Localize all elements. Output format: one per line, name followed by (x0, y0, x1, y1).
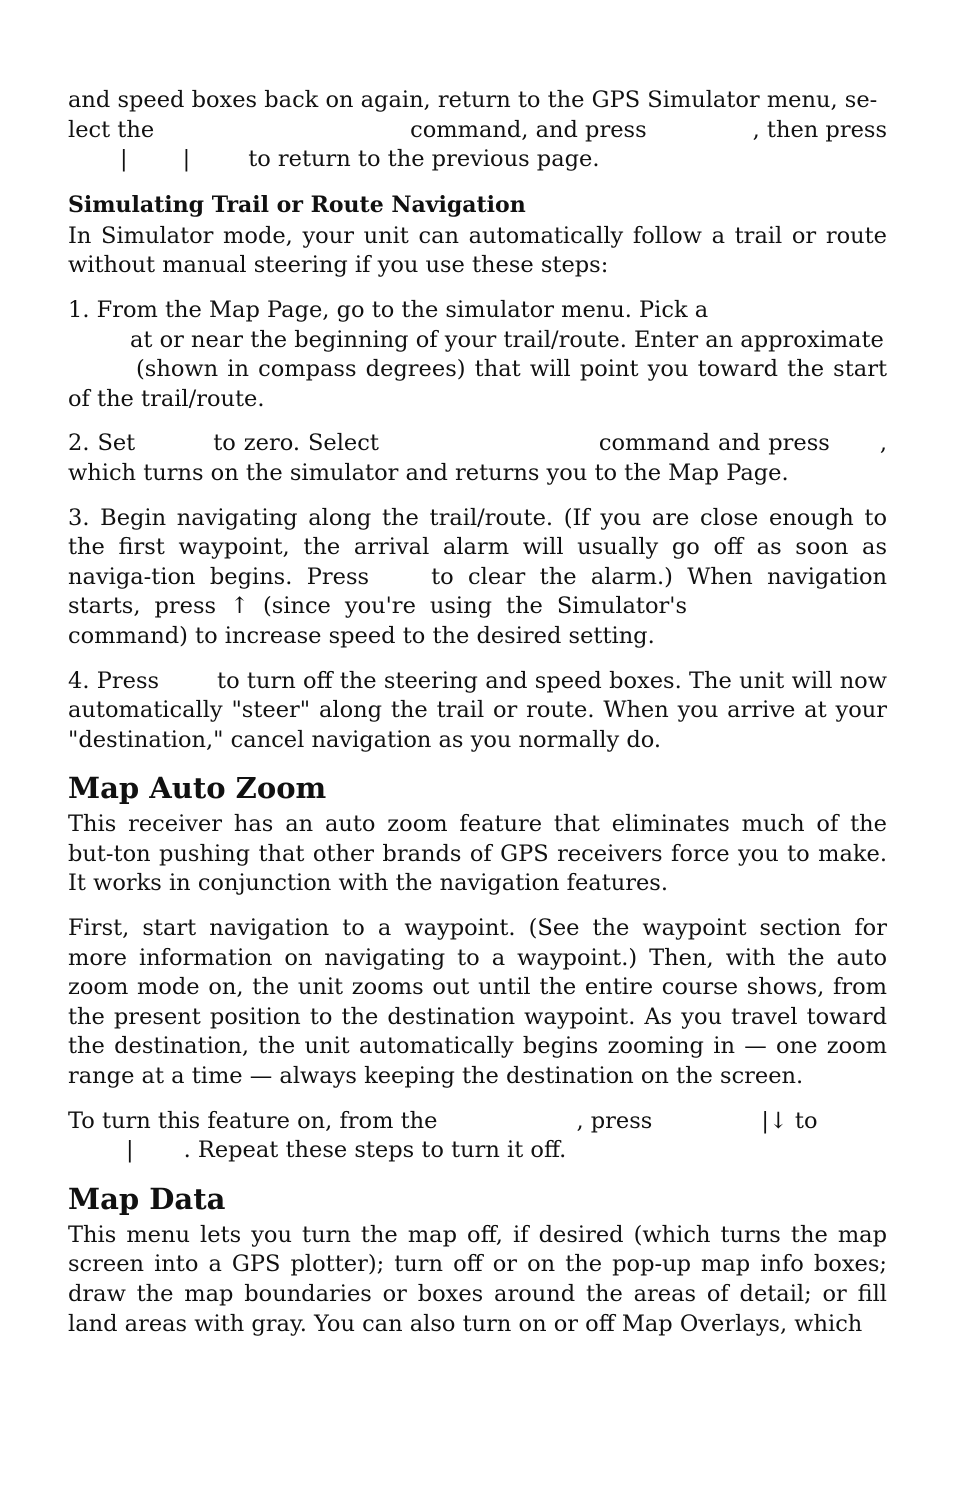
blank-key (680, 116, 720, 146)
auto-zoom-paragraph-3 (68, 1107, 887, 1166)
auto-zoom-line-2 (68, 1137, 566, 1163)
step-3-text: command) to increase speed to the desired setting. (68, 622, 655, 649)
intro-line-1: and speed boxes back on again, return to the GPS Simulator menu, se- (68, 87, 878, 113)
step-2 (68, 429, 887, 488)
map-data-paragraph: This menu lets you turn the map off, if desired (which turns the map screen into a GPS plotter); turn off or on the pop-up map info boxes; draw the map boundaries or boxes around the areas of detail; or fill land areas with gray. You can also turn on or off Map Overlays, which (68, 1221, 887, 1337)
intro-paragraph (68, 86, 887, 175)
step-1-text: (shown in compass degrees) that will point you toward the start of the trail/route. (68, 356, 887, 412)
auto-zoom-text: , press (576, 1107, 653, 1134)
key-separator: | (126, 1137, 134, 1164)
auto-zoom-text: |↓ to (761, 1107, 818, 1134)
trail-nav-intro: In Simulator mode, your unit can automatically follow a trail or route without manual steering if you use these steps: (68, 222, 887, 279)
step-3-text: to clear the alarm.) When navigation starts, press ↑ (since you're using the Simulator's (68, 563, 887, 620)
manual-page (68, 86, 887, 1354)
step-2-text: , which turns on the simulator and returns you to the Map Page. (68, 430, 887, 486)
auto-zoom-line-1 (68, 1107, 887, 1137)
auto-zoom-heading: Map Auto Zoom (68, 771, 327, 806)
intro-text-return: to return to the previous page. (248, 146, 600, 173)
auto-zoom-paragraph-1: This receiver has an auto zoom feature that eliminates much of the but-ton pushing that other brands of GPS receivers force you to make. It works in conjunction with the navigation features. (68, 811, 887, 897)
blank-command-name (187, 116, 377, 146)
step-2-text: command and press (598, 430, 830, 457)
auto-zoom-text: To turn this feature on, from the (68, 1107, 438, 1134)
step-2-text: 2. Set (68, 430, 136, 457)
intro-line-3 (68, 146, 599, 172)
map-data-heading: Map Data (68, 1181, 226, 1216)
step-1-text: at or near the beginning of your trail/route. Enter an approximate (130, 326, 884, 353)
intro-text-select: lect the (68, 116, 155, 143)
step-4-text: to turn off the steering and speed boxes. The unit will now automatically "steer" along the trail or route. When you arrive at your "destination," cancel navigation as you normally do. (68, 667, 887, 753)
auto-zoom-paragraph-2: First, start navigation to a waypoint. (See the waypoint section for more information on navigating to a waypoint.) Then, with the auto zoom mode on, the unit zooms out until the entire course shows, from the present position to the destination waypoint. As you travel toward the destination, the unit automatically begins zooming in — one zoom range at a time — always keeping the destination on the screen. (68, 915, 887, 1090)
intro-text-command: command, and press (410, 116, 647, 143)
auto-zoom-text: . Repeat these steps to turn it off. (183, 1137, 567, 1164)
step-1 (68, 296, 887, 414)
step-3 (68, 504, 887, 652)
step-4-text: 4. Press (68, 667, 160, 694)
step-3-text: 3. Begin navigating along the trail/route. (If you are close enough to the first waypoint, the arrival alarm will usually go off as soon as naviga-tion begins. Press (68, 504, 887, 590)
intro-text-then-press: , then press (752, 116, 887, 143)
step-1-text: 1. From the Map Page, go to the simulator menu. Pick a (68, 296, 709, 323)
step-4 (68, 667, 887, 756)
step-2-text: to zero. Select (213, 430, 379, 457)
key-separator: | (120, 146, 128, 173)
key-separator: | (182, 146, 191, 173)
intro-line-2 (68, 116, 887, 146)
trail-nav-heading: Simulating Trail or Route Navigation (68, 191, 526, 218)
